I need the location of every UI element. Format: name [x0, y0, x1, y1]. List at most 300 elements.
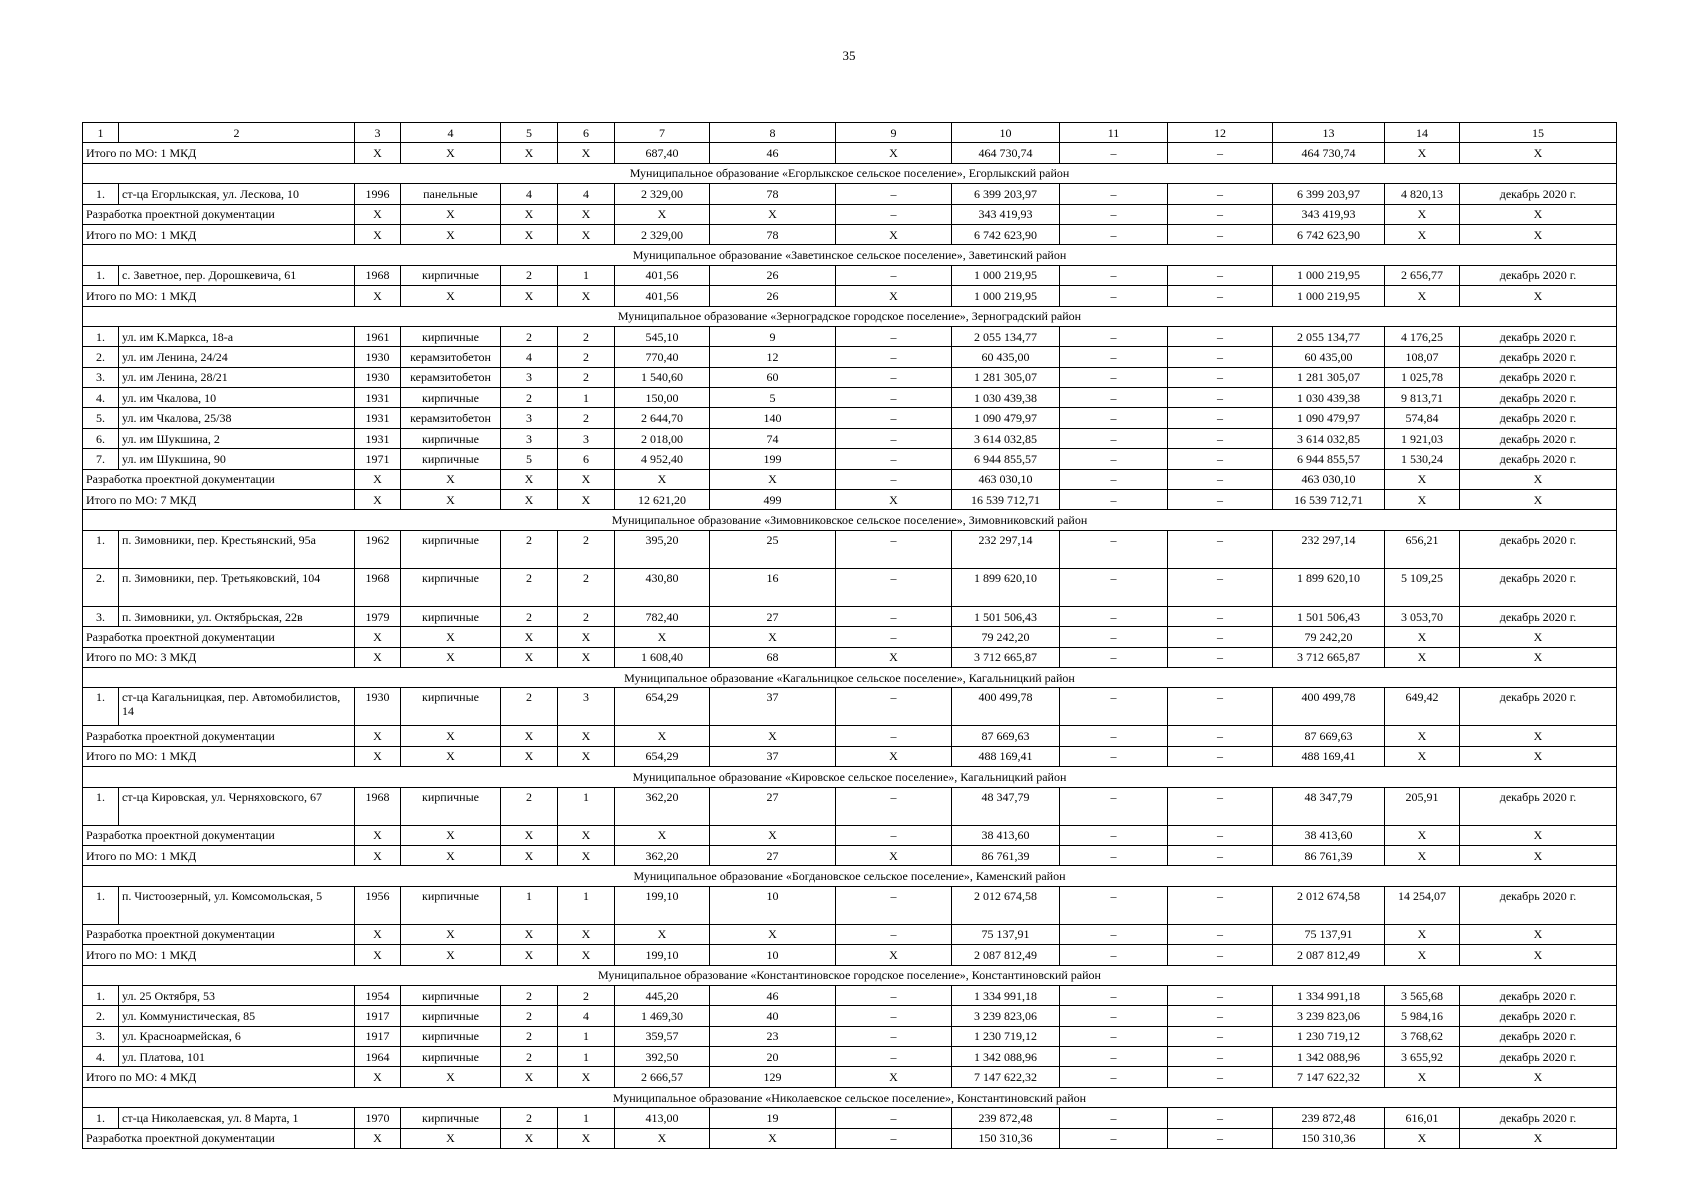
- address-cell: ст-ца Егорлыкская, ул. Лескова, 10: [119, 184, 355, 204]
- table-cell: X: [1460, 845, 1617, 865]
- table-cell: кирпичные: [401, 326, 501, 346]
- table-cell: X: [1460, 1128, 1617, 1148]
- address-cell: ул. им К.Маркса, 18-а: [119, 326, 355, 346]
- table-cell: 27: [710, 845, 836, 865]
- table-cell: 2: [501, 568, 558, 606]
- summary-row: [83, 627, 1617, 647]
- table-cell: –: [1168, 945, 1273, 965]
- table-cell: –: [1060, 606, 1168, 626]
- address-cell: ст-ца Кагальницкая, пер. Автомобилистов, 14: [119, 688, 355, 726]
- column-number-cell: 15: [1460, 123, 1617, 143]
- table-cell: X: [1385, 224, 1460, 244]
- row-index: 1.: [83, 265, 119, 285]
- table-row: [83, 408, 1617, 428]
- table-cell: 654,29: [615, 688, 710, 726]
- table-cell: 2: [501, 1006, 558, 1026]
- table-cell: 75 137,91: [1273, 924, 1385, 944]
- table-row: [83, 184, 1617, 204]
- table-cell: 2: [501, 1047, 558, 1067]
- table-cell: –: [1060, 688, 1168, 726]
- address-cell: ул. им Ленина, 24/24: [119, 347, 355, 367]
- summary-row: [83, 1128, 1617, 1148]
- table-cell: –: [1060, 184, 1168, 204]
- table-cell: –: [1168, 647, 1273, 667]
- table-cell: X: [710, 627, 836, 647]
- table-cell: 400 499,78: [952, 688, 1060, 726]
- municipality-header-row: [83, 965, 1617, 985]
- column-number-cell: 11: [1060, 123, 1168, 143]
- table-cell: 79 242,20: [1273, 627, 1385, 647]
- table-cell: 232 297,14: [1273, 530, 1385, 568]
- table-cell: X: [1460, 286, 1617, 306]
- table-cell: 199: [710, 449, 836, 469]
- summary-row: [83, 469, 1617, 489]
- table-cell: кирпичные: [401, 530, 501, 568]
- table-cell: X: [401, 286, 501, 306]
- table-cell: –: [1168, 286, 1273, 306]
- column-number-cell: 3: [355, 123, 401, 143]
- table-cell: X: [401, 726, 501, 746]
- table-cell: X: [401, 490, 501, 510]
- table-cell: –: [1168, 1128, 1273, 1148]
- table-cell: 205,91: [1385, 787, 1460, 825]
- row-index: 6.: [83, 428, 119, 448]
- row-index: 2.: [83, 568, 119, 606]
- table-cell: декабрь 2020 г.: [1460, 408, 1617, 428]
- table-cell: X: [401, 945, 501, 965]
- table-cell: 400 499,78: [1273, 688, 1385, 726]
- table-cell: 1968: [355, 265, 401, 285]
- table-cell: 1: [558, 1047, 615, 1067]
- municipality-header-row: [83, 767, 1617, 787]
- table-cell: X: [836, 845, 952, 865]
- row-index: 1.: [83, 985, 119, 1005]
- table-cell: –: [836, 265, 952, 285]
- table-cell: 2 329,00: [615, 224, 710, 244]
- column-number-row: [83, 123, 1617, 143]
- table-cell: X: [355, 1128, 401, 1148]
- table-cell: 1: [558, 265, 615, 285]
- summary-label: Итого по МО: 1 МКД: [83, 224, 355, 244]
- table-cell: X: [615, 924, 710, 944]
- table-row: [83, 985, 1617, 1005]
- table-row: [83, 1108, 1617, 1128]
- table-cell: X: [401, 1128, 501, 1148]
- table-row: [83, 606, 1617, 626]
- table-cell: X: [1385, 825, 1460, 845]
- table-cell: 2: [501, 265, 558, 285]
- table-cell: 3 053,70: [1385, 606, 1460, 626]
- table-cell: 46: [710, 143, 836, 163]
- table-cell: 1968: [355, 787, 401, 825]
- municipality-name: Муниципальное образование «Кагальницкое сельское поселение», Кагальницкий район: [83, 667, 1617, 687]
- summary-label: Итого по МО: 1 МКД: [83, 945, 355, 965]
- table-cell: керамзитобетон: [401, 408, 501, 428]
- page-number: 35: [842, 48, 856, 63]
- table-cell: –: [1168, 1067, 1273, 1087]
- table-cell: 150 310,36: [952, 1128, 1060, 1148]
- table-cell: 5: [710, 388, 836, 408]
- table-cell: X: [501, 143, 558, 163]
- table-cell: 4: [558, 184, 615, 204]
- table-cell: 6 399 203,97: [952, 184, 1060, 204]
- table-cell: –: [1060, 886, 1168, 924]
- table-cell: декабрь 2020 г.: [1460, 688, 1617, 726]
- table-cell: X: [1385, 945, 1460, 965]
- table-cell: –: [1168, 530, 1273, 568]
- table-cell: кирпичные: [401, 388, 501, 408]
- table-cell: –: [1168, 985, 1273, 1005]
- table-cell: 1917: [355, 1026, 401, 1046]
- table-cell: –: [1060, 530, 1168, 568]
- table-cell: 16 539 712,71: [952, 490, 1060, 510]
- table-cell: 1 608,40: [615, 647, 710, 667]
- table-cell: 2: [501, 1026, 558, 1046]
- summary-row: [83, 143, 1617, 163]
- table-cell: X: [1460, 746, 1617, 766]
- table-cell: 1: [558, 1026, 615, 1046]
- table-cell: X: [355, 1067, 401, 1087]
- table-cell: X: [355, 490, 401, 510]
- municipality-name: Муниципальное образование «Богдановское сельское поселение», Каменский район: [83, 866, 1617, 886]
- table-cell: 392,50: [615, 1047, 710, 1067]
- table-cell: 9 813,71: [1385, 388, 1460, 408]
- table-cell: X: [1460, 204, 1617, 224]
- table-cell: X: [1385, 746, 1460, 766]
- table-cell: –: [1060, 787, 1168, 825]
- table-cell: 1 090 479,97: [952, 408, 1060, 428]
- table-cell: 3 614 032,85: [1273, 428, 1385, 448]
- column-number-cell: 14: [1385, 123, 1460, 143]
- table-cell: –: [1168, 627, 1273, 647]
- table-cell: декабрь 2020 г.: [1460, 428, 1617, 448]
- table-cell: X: [1385, 469, 1460, 489]
- table-cell: –: [1060, 469, 1168, 489]
- table-cell: –: [836, 1006, 952, 1026]
- table-cell: –: [1060, 326, 1168, 346]
- table-cell: 463 030,10: [1273, 469, 1385, 489]
- municipality-header-row: [83, 510, 1617, 530]
- table-cell: 1 899 620,10: [952, 568, 1060, 606]
- table-cell: –: [1060, 845, 1168, 865]
- table-cell: 87 669,63: [952, 726, 1060, 746]
- table-cell: 37: [710, 746, 836, 766]
- table-row: [83, 688, 1617, 726]
- table-cell: –: [1168, 568, 1273, 606]
- table-cell: 7 147 622,32: [1273, 1067, 1385, 1087]
- table-cell: 2: [558, 367, 615, 387]
- table-cell: –: [1168, 1108, 1273, 1128]
- table-cell: –: [836, 1026, 952, 1046]
- table-cell: X: [1460, 1067, 1617, 1087]
- table-cell: 1 501 506,43: [1273, 606, 1385, 626]
- table-cell: панельные: [401, 184, 501, 204]
- municipality-name: Муниципальное образование «Заветинское сельское поселение», Заветинский район: [83, 245, 1617, 265]
- table-cell: 86 761,39: [1273, 845, 1385, 865]
- table-cell: X: [1460, 143, 1617, 163]
- table-cell: 19: [710, 1108, 836, 1128]
- table-row: [83, 886, 1617, 924]
- municipality-name: Муниципальное образование «Николаевское сельское поселение», Константиновский район: [83, 1087, 1617, 1107]
- table-cell: 1 921,03: [1385, 428, 1460, 448]
- table-cell: X: [558, 647, 615, 667]
- table-cell: 1 899 620,10: [1273, 568, 1385, 606]
- table-cell: 199,10: [615, 886, 710, 924]
- table-cell: 2: [558, 530, 615, 568]
- summary-label: Итого по МО: 7 МКД: [83, 490, 355, 510]
- table-cell: X: [558, 204, 615, 224]
- summary-label: Итого по МО: 1 МКД: [83, 845, 355, 865]
- municipality-header-row: [83, 667, 1617, 687]
- table-cell: 2: [501, 688, 558, 726]
- table-cell: X: [1385, 490, 1460, 510]
- table-cell: X: [1460, 469, 1617, 489]
- table-cell: 232 297,14: [952, 530, 1060, 568]
- table-cell: декабрь 2020 г.: [1460, 265, 1617, 285]
- table-cell: –: [1168, 490, 1273, 510]
- table-cell: 3: [501, 428, 558, 448]
- table-cell: 38 413,60: [1273, 825, 1385, 845]
- table-cell: X: [558, 1128, 615, 1148]
- table-cell: кирпичные: [401, 1026, 501, 1046]
- table-cell: 1930: [355, 688, 401, 726]
- table-cell: –: [1060, 1128, 1168, 1148]
- table-cell: 1 030 439,38: [952, 388, 1060, 408]
- table-cell: X: [558, 469, 615, 489]
- table-cell: X: [501, 204, 558, 224]
- table-cell: X: [836, 647, 952, 667]
- column-number-cell: 5: [501, 123, 558, 143]
- table-cell: 3 239 823,06: [952, 1006, 1060, 1026]
- column-number-cell: 12: [1168, 123, 1273, 143]
- table-cell: –: [836, 449, 952, 469]
- table-cell: X: [710, 204, 836, 224]
- table-cell: кирпичные: [401, 1047, 501, 1067]
- address-cell: ул. 25 Октября, 53: [119, 985, 355, 1005]
- table-row: [83, 1026, 1617, 1046]
- table-cell: 1 090 479,97: [1273, 408, 1385, 428]
- table-cell: –: [1060, 924, 1168, 944]
- summary-label: Итого по МО: 1 МКД: [83, 286, 355, 306]
- table-cell: –: [1060, 428, 1168, 448]
- table-cell: –: [836, 1128, 952, 1148]
- table-cell: –: [836, 408, 952, 428]
- summary-label: Разработка проектной документации: [83, 469, 355, 489]
- table-cell: X: [615, 726, 710, 746]
- table-cell: X: [501, 469, 558, 489]
- table-cell: 1 030 439,38: [1273, 388, 1385, 408]
- table-cell: 23: [710, 1026, 836, 1046]
- table-cell: 1 281 305,07: [952, 367, 1060, 387]
- table-cell: 1954: [355, 985, 401, 1005]
- table-row: [83, 449, 1617, 469]
- table-cell: кирпичные: [401, 1108, 501, 1128]
- table-cell: 1931: [355, 428, 401, 448]
- table-cell: кирпичные: [401, 449, 501, 469]
- column-number-cell: 13: [1273, 123, 1385, 143]
- table-cell: 3 655,92: [1385, 1047, 1460, 1067]
- table-cell: 499: [710, 490, 836, 510]
- table-cell: X: [355, 204, 401, 224]
- table-cell: X: [1460, 224, 1617, 244]
- row-index: 7.: [83, 449, 119, 469]
- table-cell: X: [1460, 726, 1617, 746]
- table-cell: 4 952,40: [615, 449, 710, 469]
- table-cell: –: [836, 388, 952, 408]
- table-cell: –: [836, 985, 952, 1005]
- table-row: [83, 530, 1617, 568]
- table-cell: X: [1460, 924, 1617, 944]
- table-cell: 488 169,41: [952, 746, 1060, 766]
- table-cell: 782,40: [615, 606, 710, 626]
- table-cell: X: [401, 746, 501, 766]
- table-cell: декабрь 2020 г.: [1460, 388, 1617, 408]
- table-cell: 78: [710, 224, 836, 244]
- table-cell: –: [1168, 787, 1273, 825]
- column-number-cell: 10: [952, 123, 1060, 143]
- row-index: 4.: [83, 1047, 119, 1067]
- table-cell: X: [1385, 627, 1460, 647]
- table-cell: 5 984,16: [1385, 1006, 1460, 1026]
- table-cell: декабрь 2020 г.: [1460, 1108, 1617, 1128]
- table-cell: X: [615, 825, 710, 845]
- table-cell: –: [836, 530, 952, 568]
- table-cell: 14 254,07: [1385, 886, 1460, 924]
- table-cell: 574,84: [1385, 408, 1460, 428]
- table-cell: –: [1168, 845, 1273, 865]
- table-cell: X: [1385, 726, 1460, 746]
- table-cell: X: [558, 224, 615, 244]
- table-cell: 5: [501, 449, 558, 469]
- table-cell: –: [1060, 449, 1168, 469]
- address-cell: ул. им Шукшина, 90: [119, 449, 355, 469]
- municipality-name: Муниципальное образование «Егорлыкское сельское поселение», Егорлыкский район: [83, 163, 1617, 183]
- address-cell: ул. Красноармейская, 6: [119, 1026, 355, 1046]
- table-cell: 27: [710, 787, 836, 825]
- table-cell: 7 147 622,32: [952, 1067, 1060, 1087]
- table-cell: –: [1168, 347, 1273, 367]
- table-cell: 40: [710, 1006, 836, 1026]
- table-row: [83, 568, 1617, 606]
- table-cell: 9: [710, 326, 836, 346]
- table-cell: –: [1060, 265, 1168, 285]
- table-cell: –: [1168, 428, 1273, 448]
- table-cell: X: [501, 1128, 558, 1148]
- table-cell: 2 666,57: [615, 1067, 710, 1087]
- table-cell: X: [501, 825, 558, 845]
- table-cell: –: [1168, 469, 1273, 489]
- table-cell: X: [501, 1067, 558, 1087]
- table-cell: X: [355, 746, 401, 766]
- table-cell: декабрь 2020 г.: [1460, 1026, 1617, 1046]
- row-index: 1.: [83, 886, 119, 924]
- table-cell: 770,40: [615, 347, 710, 367]
- table-cell: кирпичные: [401, 985, 501, 1005]
- table-cell: 464 730,74: [952, 143, 1060, 163]
- summary-row: [83, 845, 1617, 865]
- table-cell: –: [1168, 367, 1273, 387]
- table-cell: 463 030,10: [952, 469, 1060, 489]
- municipality-header-row: [83, 163, 1617, 183]
- table-cell: 20: [710, 1047, 836, 1067]
- table-cell: 1 230 719,12: [1273, 1026, 1385, 1046]
- address-cell: ул. Платова, 101: [119, 1047, 355, 1067]
- table-cell: 3 712 665,87: [1273, 647, 1385, 667]
- row-index: 1.: [83, 688, 119, 726]
- table-cell: 48 347,79: [1273, 787, 1385, 825]
- table-cell: X: [1385, 286, 1460, 306]
- table-cell: 150 310,36: [1273, 1128, 1385, 1148]
- table-cell: 3 712 665,87: [952, 647, 1060, 667]
- row-index: 3.: [83, 367, 119, 387]
- table-cell: X: [401, 204, 501, 224]
- table-cell: X: [355, 469, 401, 489]
- table-cell: 3 239 823,06: [1273, 1006, 1385, 1026]
- table-cell: 1930: [355, 367, 401, 387]
- table-cell: 3: [501, 408, 558, 428]
- table-cell: X: [558, 286, 615, 306]
- table-cell: –: [1060, 568, 1168, 606]
- table-cell: 3 614 032,85: [952, 428, 1060, 448]
- table-cell: X: [1460, 945, 1617, 965]
- table-cell: декабрь 2020 г.: [1460, 449, 1617, 469]
- table-cell: 46: [710, 985, 836, 1005]
- table-cell: –: [1168, 1006, 1273, 1026]
- table-cell: 2 055 134,77: [1273, 326, 1385, 346]
- table-cell: 488 169,41: [1273, 746, 1385, 766]
- table-cell: 140: [710, 408, 836, 428]
- table-cell: X: [355, 924, 401, 944]
- table-cell: 38 413,60: [952, 825, 1060, 845]
- table-cell: –: [836, 688, 952, 726]
- table-cell: –: [836, 347, 952, 367]
- table-cell: 1 342 088,96: [1273, 1047, 1385, 1067]
- table-cell: –: [836, 825, 952, 845]
- table-cell: 1917: [355, 1006, 401, 1026]
- table-cell: 1968: [355, 568, 401, 606]
- table-cell: X: [558, 490, 615, 510]
- column-number-cell: 1: [83, 123, 119, 143]
- table-cell: –: [836, 326, 952, 346]
- table-cell: 26: [710, 265, 836, 285]
- table-cell: –: [1060, 388, 1168, 408]
- table-cell: 4 176,25: [1385, 326, 1460, 346]
- table-cell: декабрь 2020 г.: [1460, 985, 1617, 1005]
- table-cell: 108,07: [1385, 347, 1460, 367]
- table-cell: –: [836, 469, 952, 489]
- table-cell: 654,29: [615, 746, 710, 766]
- table-cell: 545,10: [615, 326, 710, 346]
- table-cell: 1 530,24: [1385, 449, 1460, 469]
- address-cell: ул. им Чкалова, 10: [119, 388, 355, 408]
- table-cell: –: [836, 1108, 952, 1128]
- summary-label: Итого по МО: 1 МКД: [83, 143, 355, 163]
- table-cell: 401,56: [615, 286, 710, 306]
- table-cell: декабрь 2020 г.: [1460, 787, 1617, 825]
- table-cell: 1: [558, 1108, 615, 1128]
- table-cell: керамзитобетон: [401, 347, 501, 367]
- table-cell: 2: [501, 787, 558, 825]
- table-cell: –: [1168, 204, 1273, 224]
- table-cell: 60 435,00: [952, 347, 1060, 367]
- municipality-name: Муниципальное образование «Кировское сельское поселение», Кагальницкий район: [83, 767, 1617, 787]
- table-cell: X: [355, 224, 401, 244]
- table-cell: 362,20: [615, 845, 710, 865]
- table-cell: 2 329,00: [615, 184, 710, 204]
- table-cell: –: [1168, 449, 1273, 469]
- summary-label: Разработка проектной документации: [83, 1128, 355, 1148]
- summary-row: [83, 224, 1617, 244]
